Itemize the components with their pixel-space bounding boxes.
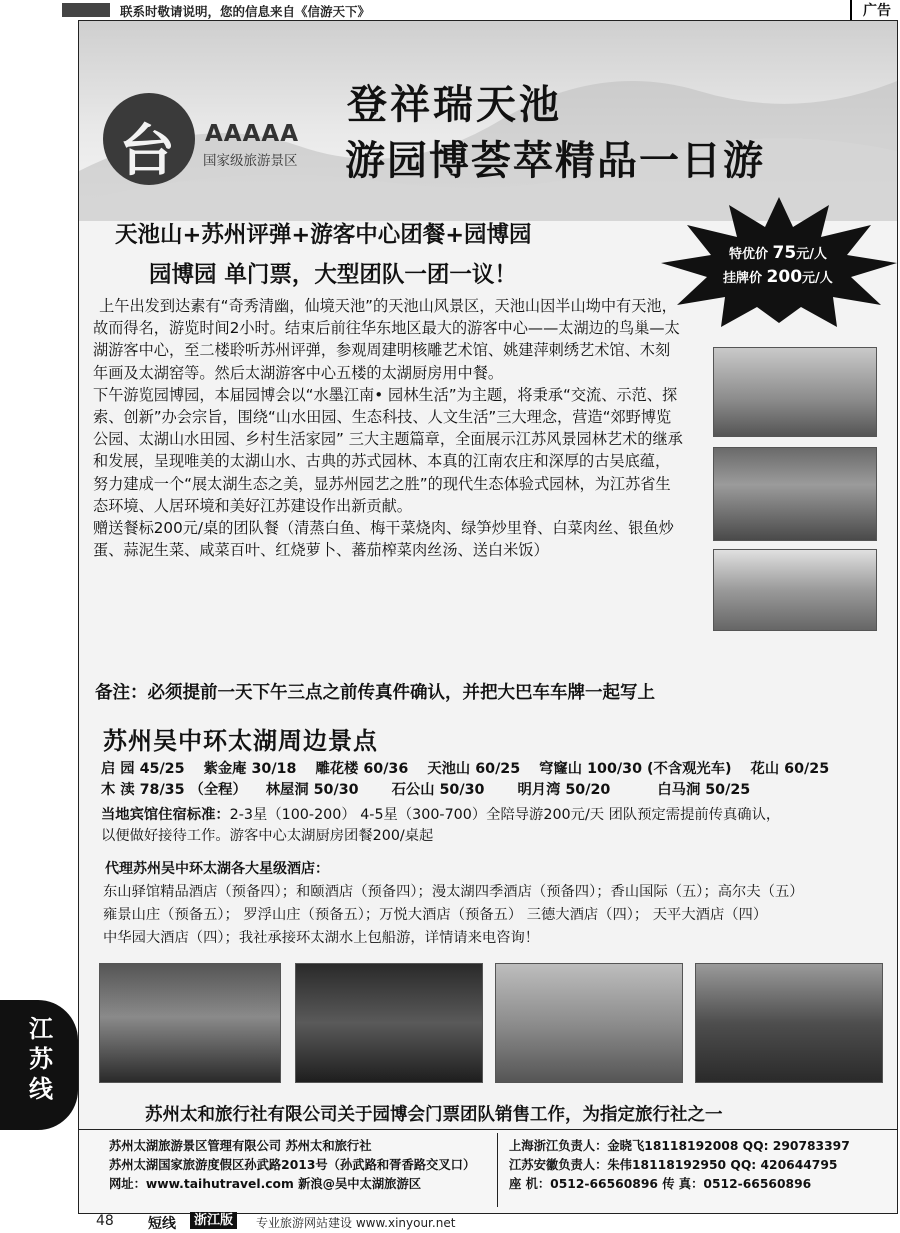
spot-name: 白马涧 [657,782,701,798]
spot-name: 穹窿山 [539,761,583,777]
special-price-unit: 元/人 [796,247,827,262]
company-website[interactable]: 网址：www.taihutravel.com 新浪@吴中太湖旅游区 [109,1177,422,1191]
company-info [109,1137,475,1194]
contact-jiangsu: 江苏安徽负责人：朱伟18118192950 QQ: 420644795 [509,1158,838,1172]
footer-site[interactable]: 专业旅游网站建设 www.xinyour.net [256,1216,456,1230]
company-address: 苏州太湖国家旅游度假区孙武路2013号（孙武路和胥香路交叉口） [109,1158,476,1172]
subhead-line1: 天池山+苏州评弹+游客中心团餐+园博园 [115,222,532,248]
spot-price: 100/30 (不含观光车) [587,761,732,777]
spots-row-2 [101,780,891,801]
spot-name: 启 园 [101,761,135,777]
spot-price: 50/20 [565,782,611,798]
spot-price: 60/36 [363,761,409,777]
subhead-line2: 园博园 单门票，大型团队一团一议！ [149,262,517,288]
hotel-standard-text: 2-3星（100-200） 4-5星（300-700）全陪导游200元/天 团队预定需提前传真确认， [229,807,781,823]
hotel-standard [101,805,891,847]
spots-row-1 [101,759,891,780]
scenic-level: 国家级旅游景区 [203,153,298,169]
spot-name: 木 渎 [101,782,135,798]
top-note: 联系时敬请说明，您的信息来自《信游天下》 [120,4,371,19]
rock-photo [713,347,877,437]
spot-name: 林屋洞 [265,782,309,798]
headline-line2: 游园博荟萃精品一日游 [345,138,765,184]
spot-price: 50/25 [705,782,751,798]
special-price [729,243,827,263]
list-price [723,267,833,287]
edition-badge: 浙江版 [190,1212,237,1229]
page-number: 48 [96,1213,114,1229]
tagline: 苏州太和旅行社有限公司关于园博会门票团队销售工作，为指定旅行社之一 [145,1105,723,1125]
company-name: 苏州太湖旅游景区管理有限公司 苏州太和旅行社 [109,1139,372,1153]
spot-price: 50/30 [313,782,359,798]
hotel-standard-label: 当地宾馆住宿标准： [101,807,230,823]
list-price-value: 200 [766,267,803,287]
headline-line1: 登祥瑞天池 [347,82,562,128]
special-price-value: 75 [772,243,797,263]
divider [79,1129,897,1130]
vertical-divider [497,1133,498,1207]
list-price-label: 挂牌价 [723,271,763,286]
expo-park-photo [495,963,683,1083]
lakeside-rocks-photo [695,963,883,1083]
spot-name: 花山 [750,761,780,777]
list-price-unit: 元/人 [802,271,833,286]
ad-frame [78,20,898,1214]
pingtan-performers-photo [295,963,483,1083]
spot-price: 50/30 [439,782,485,798]
hotel-line: 雍景山庄（预备五）； 罗浮山庄（预备五）；万悦大酒店（预备五） 三德大酒店（四）； 天平大酒店（四） [103,907,768,923]
publisher-logo [62,3,110,17]
contact-shanghai: 上海浙江负责人：金晓飞18118192008 QQ: 290783397 [509,1139,850,1153]
logo-glyph: 台 [119,118,175,184]
spot-name: 石公山 [391,782,435,798]
booking-remark: 备注：必须提前一天下午三点之前传真件确认，并把大巴车车牌一起写上 [95,683,655,703]
spot-price: 78/35 （全程） [139,782,247,798]
hotel-standard-text-2: 以便做好接待工作。游客中心太湖厨房团餐200/桌起 [101,828,434,844]
itinerary-description [93,295,685,561]
agent-title: 代理苏州吴中环太湖各大星级酒店： [105,861,329,877]
side-tab-label: 江苏线 [29,1015,53,1103]
spot-name: 天池山 [427,761,471,777]
ad-tag: 广告 [850,0,900,22]
spot-price: 45/25 [139,761,185,777]
spot-price: 60/25 [784,761,830,777]
footer-section: 短线 [148,1216,176,1232]
hotel-list [103,881,893,950]
spots-list [101,759,891,801]
aerial-garden-photo [713,549,877,631]
contact-phone-fax: 座 机：0512-66560896 传 真：0512-66560896 [509,1177,812,1191]
hotel-line: 东山驿馆精品酒店（预备四）；和颐酒店（预备四）；漫太湖四季酒店（预备四）；香山国际（五）；高尔夫（五） [103,884,804,900]
afternoon-paragraph: 下午游览园博园，本届园博会以“水墨江南• 园林生活”为主题，将秉承“交流、示范、探索、创新”办会宗旨，围绕“山水田园、生态科技、人文生活”三大理念，营造“郊野博览公园、太湖山水田园、乡村生活家园” 三大主题篇章，全面展示江苏风景园林艺术的继承和发展，呈现唯美的太湖山水、古典的苏式园林、本真的江南农庄和深厚的古吴底蕴，努力建成一个“展太湖生态之美，显苏州园艺之胜”的现代生态体验式园林，为江苏省生态环境、人居环境和美好江苏建设作出新贡献。 [93,385,683,515]
spot-name: 紫金庵 [203,761,247,777]
contact-info [509,1137,850,1194]
morning-paragraph: 上午出发到达素有“奇秀清幽，仙境天池”的天池山风景区，天池山因半山坳中有天池，故而得名，游览时间2小时。结束后前往华东地区最大的游客中心——太湖边的鸟巢—太湖游客中心，至二楼聆听苏州评弹，参观周建明核雕艺术馆、姚建萍刺绣艺术馆、木刻年画及太湖窑等。然后太湖游客中心五楼的太湖厨房用中餐。 [93,297,680,382]
rating-label: AAAAA [205,121,300,147]
hotel-line: 中华园大酒店（四）；我社承接环太湖水上包船游，详情请来电咨询！ [103,930,540,946]
meal-paragraph: 赠送餐标200元/桌的团队餐（清蒸白鱼、梅干菜烧肉、绿笋炒里脊、白菜肉丝、银鱼炒蛋、蒜泥生菜、咸菜百叶、红烧萝卜、蕃茄榨菜肉丝汤、送白米饭） [93,519,674,560]
spot-price: 30/18 [251,761,297,777]
spot-price: 60/25 [475,761,521,777]
special-price-label: 特优价 [729,247,769,262]
spot-name: 明月湾 [517,782,561,798]
spot-name: 雕花楼 [315,761,359,777]
temple-photo [713,447,877,541]
section-title: 苏州吴中环太湖周边景点 [103,727,378,755]
lake-garden-photo [99,963,281,1083]
